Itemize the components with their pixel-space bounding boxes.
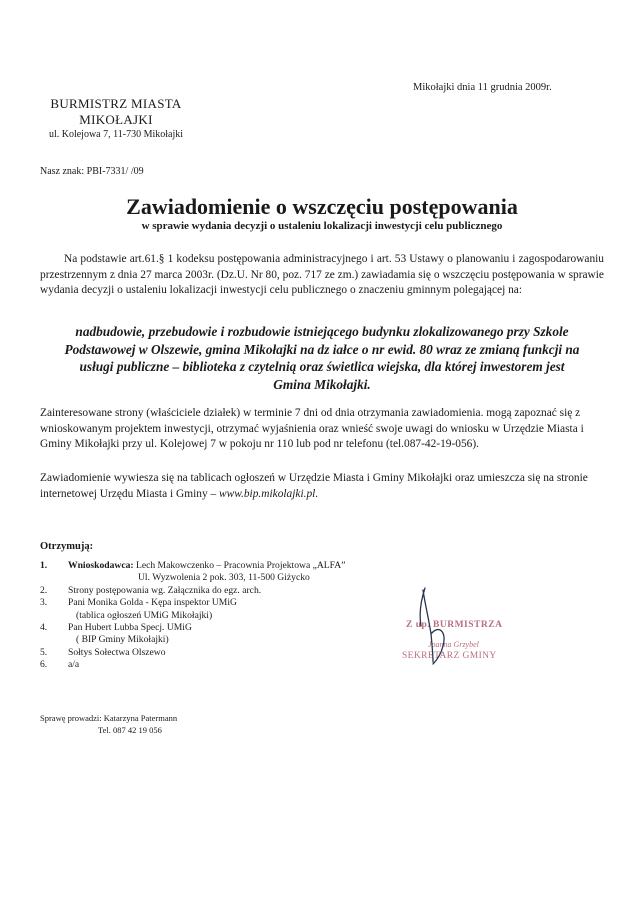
- investment-subject: nadbudowie, przebudowie i rozbudowie istniejącego budynku zlokalizowanego przy Szkole Podstawowej w Olszewie, gmina Mikołajki na dz iałce o nr ewid. 80 wraz ze zmianą funkcji na usługi publiczne – biblioteka z czytelnią oraz świetlica wiejska, dla której inwestorem jest Gmina Mikołajki.: [64, 324, 580, 392]
- list-item-extra: ( BIP Gminy Mikołajki): [76, 634, 169, 646]
- reference-number: Nasz znak: PBI-7331/ /09: [40, 166, 144, 177]
- document-title: Zawiadomienie o wszczęciu postępowania: [126, 194, 518, 219]
- prepared-by: Sprawę prowadzi: Katarzyna Patermann: [40, 713, 178, 723]
- prepared-by-phone: Tel. 087 42 19 056: [98, 725, 162, 735]
- list-item: [40, 659, 380, 671]
- bip-link[interactable]: www.bip.mikolajki.pl.: [219, 487, 319, 500]
- handwritten-signature: [395, 574, 475, 684]
- list-item-text: Pani Monika Golda - Kępa inspektor UMiG: [68, 597, 237, 609]
- publication-text: Zawiadomienie wywiesza się na tablicach ogłoszeń w Urzędzie Miasta i Gminy Mikołajki oraz umieszcza się na stronie internetowej Urzędu Miasta i Gminy –: [40, 472, 588, 500]
- document-date: Mikołajki dnia 11 grudnia 2009r.: [413, 82, 552, 93]
- list-item-extra: Ul. Wyzwolenia 2 pok. 303, 11-500 Giżycko: [138, 572, 310, 584]
- list-item-label: Wnioskodawca:: [68, 560, 134, 571]
- stamp-line1: Z up. BURMISTRZA: [406, 620, 503, 630]
- paragraph-publication: [40, 471, 604, 502]
- list-item: [40, 622, 380, 647]
- paragraph-interested-parties: Zainteresowane strony (właściciele działek) w terminie 7 dni od dnia otrzymania zawiadomienia. mogą zapoznać się z wnioskowanym projektem inwestycji, otrzymać wyjaśnienia oraz wnieść swoje uwagi do wniosku w Urzędzie Miasta i Gminy Mikołajki przy ul. Kolejowej 7 w pokoju nr 110 lub pod nr telefonu (tel.087-42-19-056).: [40, 407, 584, 451]
- list-item-text: Sołtys Sołectwa Olszewo: [68, 646, 166, 658]
- list-item-text: Pan Hubert Lubba Specj. UMiG: [68, 622, 192, 634]
- list-item: [40, 560, 380, 585]
- recipients-heading: Otrzymują:: [40, 541, 94, 552]
- prepared-by-block: [40, 712, 177, 736]
- list-item-extra: (tablica ogłoszeń UMiG Mikołajki): [76, 609, 213, 621]
- paragraph-legal-basis: Na podstawie art.61.§ 1 kodeksu postępowania administracyjnego i art. 53 Ustawy o planowaniu i zagospodarowaniu przestrzennym z dnia 27 marca 2003r. (Dz.U. Nr 80, poz. 717 ze zm.) zawiadamia się o wszczęciu postępowania w sprawie wydania decyzji o ustaleniu lokalizacji inwestycji celu publicznego o znaczeniu gminnym polegającej na:: [40, 253, 604, 297]
- document-subtitle: w sprawie wydania decyzji o ustaleniu lokalizacji inwestycji celu publicznego: [141, 220, 503, 232]
- sender-block: [40, 96, 192, 142]
- list-item-number: 4.: [40, 622, 48, 634]
- recipients-list: [40, 560, 380, 672]
- sender-title-line2: MIKOŁAJKI: [79, 112, 153, 127]
- stamp-line2: Joanna Grzybel: [428, 640, 479, 649]
- list-item: [40, 585, 380, 597]
- list-item-text: Strony postępowania wg. Załącznika do egz. arch.: [68, 584, 262, 596]
- list-item-number: 1.: [40, 560, 48, 571]
- list-item-number: 3.: [40, 597, 48, 609]
- stamp-line3: SEKRETARZ GMINY: [402, 651, 497, 661]
- sender-title-line1: BURMISTRZ MIASTA: [50, 96, 182, 111]
- list-item: [40, 597, 380, 622]
- list-item-text: Lech Makowczenko – Pracownia Projektowa „ALFA”: [133, 560, 346, 571]
- list-item-text: a/a: [68, 659, 80, 671]
- list-item-number: 6.: [40, 659, 48, 671]
- list-item: [40, 647, 380, 659]
- list-item-number: 2.: [40, 584, 48, 596]
- list-item-number: 5.: [40, 646, 48, 658]
- sender-address: ul. Kolejowa 7, 11-730 Mikołajki: [48, 129, 184, 140]
